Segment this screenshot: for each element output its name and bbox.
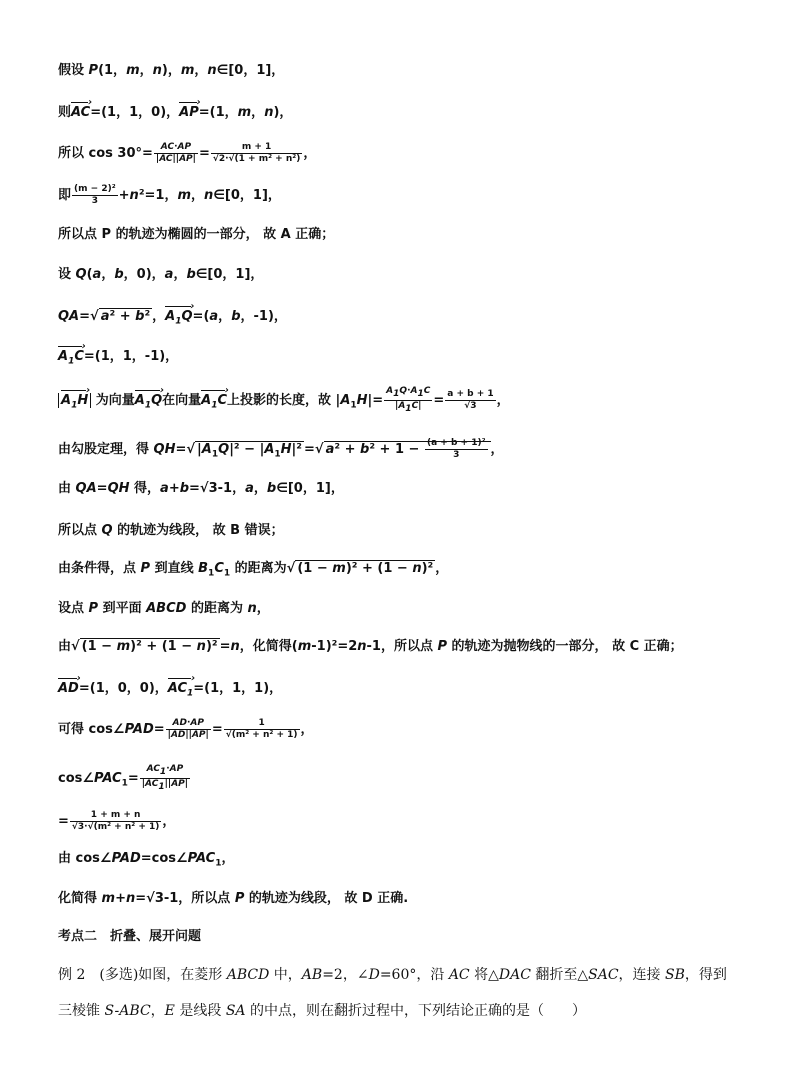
line-13: 由条件得，点 P 到直线 $B_1C_1$ 的距离为√ (1 − m)² + (1 − n)² ， — [58, 561, 449, 579]
line-6: 设 Q(a，b，0)，a，b∈[0，1]， — [58, 267, 264, 282]
line-11: 由 QA=QH 得，a+b=√3-1，a，b∈[0，1]， — [58, 481, 344, 496]
line-7: QA=√ a² + b² ，$A_1Q$ ›=(a，b，-1)， — [58, 306, 287, 331]
example-2-line-2: 三棱锥 S-ABC，E 是线段 SA 的中点，则在翻折过程中，下列结论正确的是（ ） — [58, 1003, 586, 1019]
line-4: 即 $\frac{\text{(m − 2)²}}{3}$ +n²=1，m，n∈[0，1]， — [58, 184, 281, 206]
line-9: $A_1H$ › 为向量$A_1Q$ ›在向量$A_1C$ ›上投影的长度，故 $|A_1H|=$ $\frac{A_1Q\cdot A_1C}{|A_1C|}$ = $\frac{a + b + 1}{√3}$ ， — [58, 386, 510, 415]
example-2-line-1: 例 2 (多选)如图，在菱形 ABCD 中，AB=2，∠D=60°，沿 AC 将△DAC 翻折至△SAC，连接 SB，得到 — [58, 967, 727, 983]
line-10: 由勾股定理，得 QH=√ $|A_1Q|^2 - |A_1H|^2$ =√ a² + b² + 1 − $\frac{\text{(a + b + 1)²}}{3}$ ， — [58, 438, 504, 460]
section-heading: 考点二 折叠、展开问题 — [58, 929, 202, 944]
line-12: 所以点 Q 的轨迹为线段， 故 B 错误； — [58, 523, 284, 538]
line-1: 假设 P(1，m，n)，m，n∈[0，1]， — [58, 63, 285, 78]
line-17: 可得 cos∠PAD= $\frac{AD\cdot AP}{|AD||AP|}$ = $\frac{1}{\text{√(m² + n² + 1)}}$ ， — [58, 718, 314, 740]
line-21: 化简得 m+n=√3-1，所以点 P 的轨迹为线段， 故 D 正确. — [58, 891, 409, 906]
line-18: $\cos\angle PAC_1=$ $\frac{AC_1\cdot AP}{|AC_1||AP|}$ — [58, 764, 189, 792]
line-16: AD ›=(1，0，0)，$AC_1$ ›=(1，1，1)， — [58, 678, 282, 703]
line-20: 由 $\cos\angle PAD=\cos\angle PAC_1$， — [58, 851, 235, 869]
line-15: 由√ (1 − m)² + (1 − n)² =n，化简得(m-1)²=2n-1，所以点 P 的轨迹为抛物线的一部分， 故 C 正确； — [58, 639, 683, 654]
line-2: 则AC ›=(1，1，0)，AP ›=(1，m，n)， — [58, 102, 292, 122]
line-5: 所以点 P 的轨迹为椭圆的一部分， 故 A 正确； — [58, 227, 335, 242]
line-3: 所以 cos 30°= $\frac{AC\cdot AP}{|AC||AP|}$ = $\frac{m + 1}{\text{√2·√(1 + m² + n²)}}$ ， — [58, 142, 317, 164]
line-14: 设点 P 到平面 ABCD 的距离为 n， — [58, 601, 270, 616]
line-19: = $\frac{1 + m + n}{\text{√3·√(m² + n² + 1)}}$ ， — [58, 810, 176, 832]
line-8: $A_1C$ ›=(1，1，-1)， — [58, 346, 178, 371]
